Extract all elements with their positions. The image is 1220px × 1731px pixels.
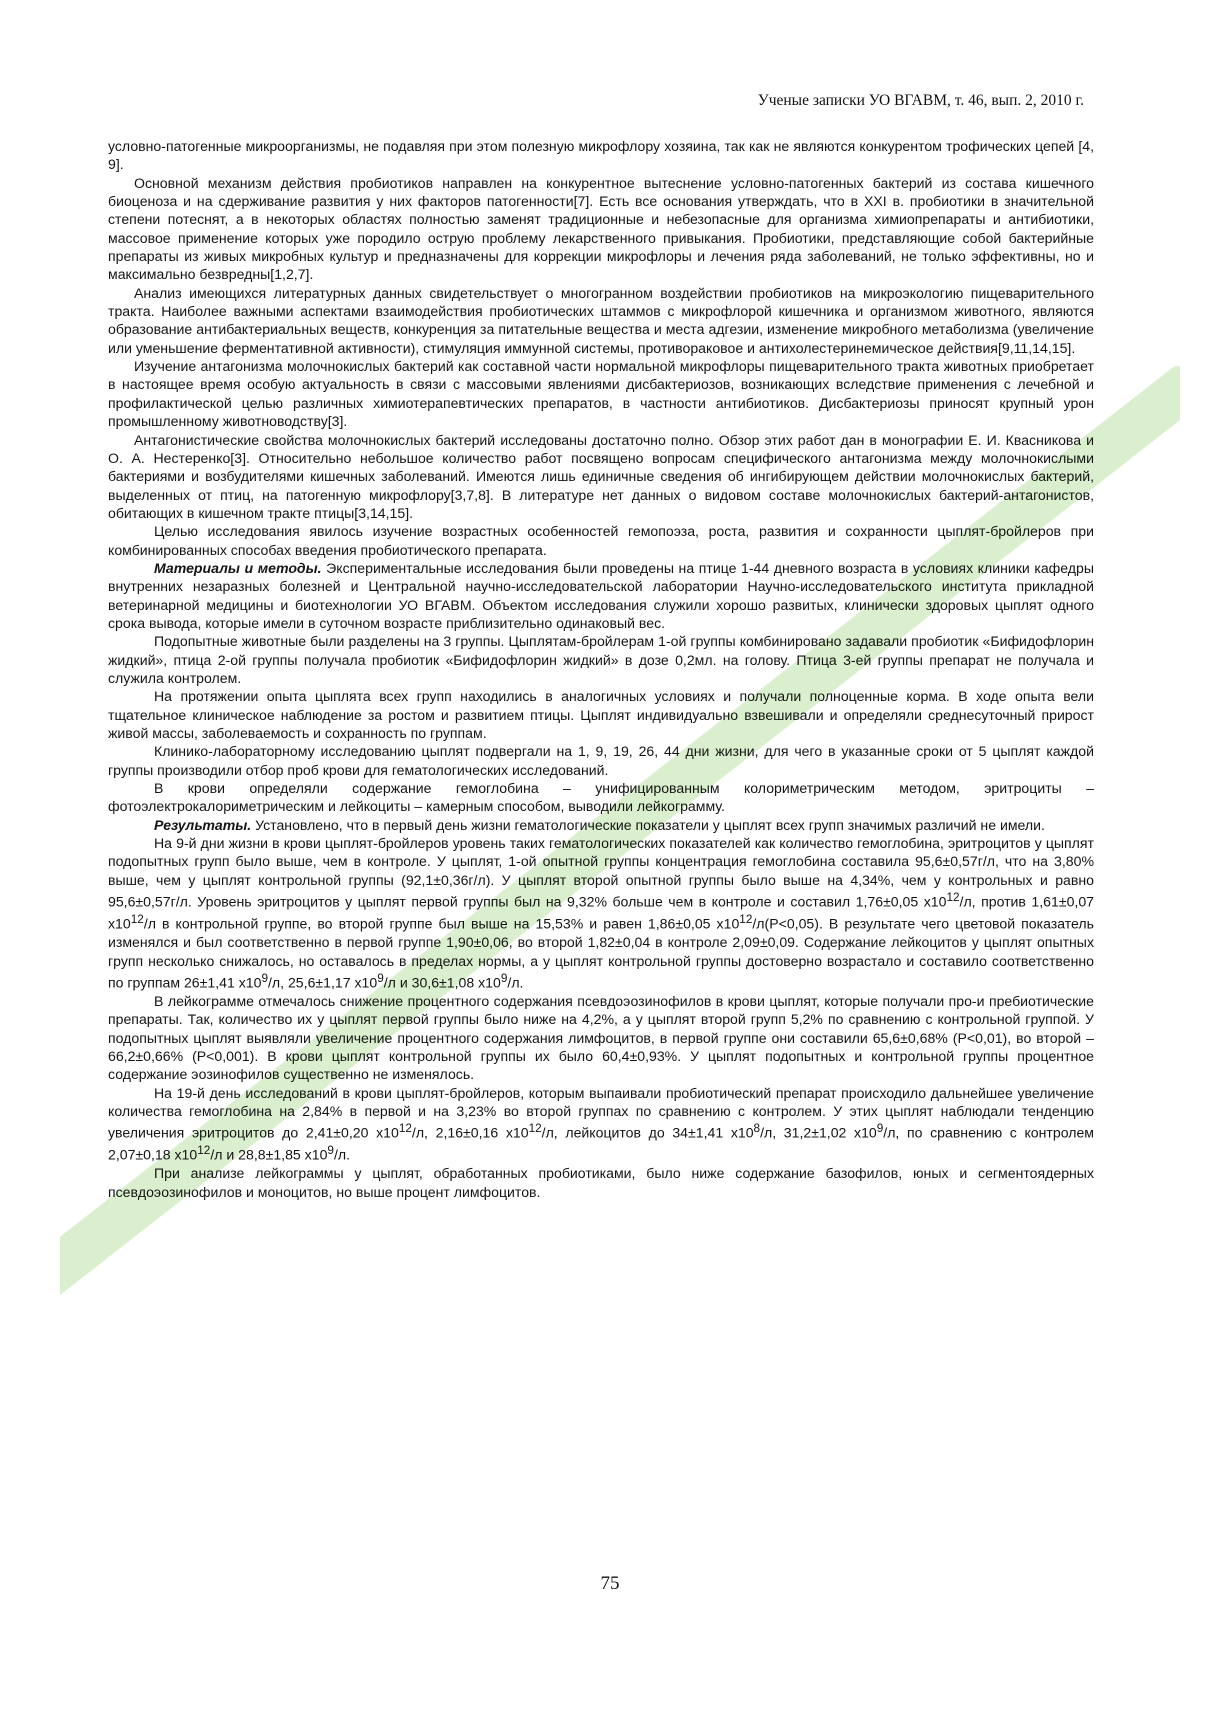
p15-part-e: /л, по сравнению с контролем 2,07±0,18 x10 [108,1124,1094,1163]
superscript: 9 [500,971,508,985]
p13-part-f: /л и 30,6±1,08 x10 [383,974,501,991]
superscript: 9 [377,971,384,985]
superscript: 9 [327,1144,334,1158]
p15-part-c: /л, лейкоцитов до 34±1,41 x10 [541,1124,754,1141]
paragraph-7 [108,559,1094,632]
p13-part-e: /л, 25,6±1,17 x10 [268,974,378,991]
p13-part-a: На 9-й дни жизни в крови цыплят-бройлеров уровень таких гематологических показателей как количество гемоглобина, эритроцитов у цыплят подопытных групп было выше, чем в контроле. У цыплят, 1-ой опытной группы концентрация гемоглобина составила 95,6±0,57г/л, что на 3,80% выше, чем у цыплят контрольной группы (92,1±0,36г/л). У цыплят второй опытной группы было выше на 4,34%, чем у контрольных и равно 95,6±0,57г/л. Уровень эритроцитов у цыплят первой группы был на 9,32% больше чем в контроле и составил 1,76±0,05 x10 [108,835,1094,910]
paragraph-3: Анализ имеющихся литературных данных свидетельствует о многогранном воздействии пробиотиков на микроэкологию пищеварительного тракта. Наиболее важными аспектами взаимодействия пробиотических штаммов с микрофлорой кишечника и организмом животного, являются образование антибактериальных веществ, конкуренция за питательные вещества и места адгезии, изменение микробного метаболизма (увеличение или уменьшение ферментативной активности), стимуляция иммунной системы, противораковое и антихолестеринемическое действия[9,11,14,15]. [108,284,1094,356]
superscript: 8 [753,1122,761,1136]
paragraph-6: Целью исследования явилось изучение возрастных особенностей гемопоэза, роста, развития и сохранности цыплят-бройлеров при комбинированных способах введения пробиотического препарата. [108,523,1094,558]
p15-part-f: /л и 28,8±1,85 x10 [210,1147,328,1163]
superscript: 9 [261,971,268,985]
paragraph-2: Основной механизм действия пробиотиков направлен на конкурентное вытеснение условно-патогенных бактерий из состава кишечного биоценоза и на сдерживание развития у них факторов патогенности[7]. Есть все основания утверждать, что в XXI в. пробиотики в значительной степени потеснят, а в некоторых областях полностью заменят традиционные и небезопасные для организма химиопрепараты и антибиотики, массовое применение которых уже породило острую проблему лекарственного привыкания. Пробиотики, представляющие собой бактерийные препараты из живых микробных культур и предназначены для коррекции микрофлоры и лечения ряда заболеваний, не только эффективны, но и максимально безвредны[1,2,7]. [108,174,1094,283]
superscript: 12 [528,1122,542,1136]
p15-part-b: /л, 2,16±0,16 x10 [411,1124,529,1141]
p13-part-g: /л. [507,974,524,991]
superscript: 12 [946,891,960,905]
paragraph-13 [108,834,1094,992]
section-lead-materials: Материалы и методы. [154,559,322,576]
p13-part-b: /л, против 1,61±0,07 x10 [108,893,1095,932]
p13-part-c: /л в контрольной группе, во второй группе был выше на 15,53% и равен 1,86±0,05 x10 [143,915,740,932]
running-head: Ученые записки УО ВГАВМ, т. 46, вып. 2, 2010 г. [757,92,1084,109]
superscript: 12 [398,1122,412,1136]
superscript: 9 [876,1122,884,1136]
paragraph-5: Антагонистические свойства молочнокислых бактерий исследованы достаточно полно. Обзор этих работ дан в монографии Е. И. Квасникова и О. А. Нестеренко[3]. Относительно небольшое количество работ посвящено вопросам специфического антагонизма между молочнокислыми бактериями и возбудителями кишечных заболеваний. Имеются лишь единичные сведения об ингибирующем действии молочнокислых бактерий, выделенных от птиц, на патогенную микрофлору[3,7,8]. В литературе нет данных о видовом составе молочнокислых бактерий-антагонистов, обитающих в кишечном тракте птицы[3,14,15]. [108,431,1094,521]
paragraph-10: Клинико-лабораторному исследованию цыплят подвергали на 1, 9, 19, 26, 44 дни жизни, для чего в указанные сроки от 5 цыплят каждой группы производили отбор проб крови для гематологических исследований. [108,743,1094,778]
p15-part-a: На 19-й день исследований в крови цыплят-бройлеров, которым выпаивали пробиотический препарат происходило дальнейшее увеличение количества гемоглобина на 2,84% в первой и на 3,23% во второй группах по сравнению с контролем. У этих цыплят наблюдали тенденцию увеличения эритроцитов до 2,41±0,20 x10 [108,1084,1094,1141]
paragraph-7-text: Экспериментальные исследования были проведены на птице 1-44 дневного возраста в условиях клиники кафедры внутренних незаразных болезней и Центральной научно-исследовательской лаборатории Научно-исследовательского института прикладной ветеринарной медицины и биотехнологии УО ВГАВМ. Объектом исследования служили хорошо развитых, клинически здоровых цыплят одного срока вывода, которые имели в суточном возрасте приблизительно одинаковый вес. [108,559,1094,631]
paragraph-15 [108,1084,1094,1165]
superscript: 12 [130,913,144,927]
superscript: 12 [197,1144,211,1158]
paragraph-8: Подопытные животные были разделены на 3 группы. Цыплятам-бройлерам 1-ой группы комбинировано задавали пробиотик «Бифидофлорин жидкий», птица 2-ой группы получала пробиотик «Бифидофлорин жидкий» в дозе 0,2мл. на голову. Птица 3-ей группы препарат не получала и служила контролем. [108,633,1094,686]
section-lead-results: Результаты. [154,816,252,833]
paragraph-4: Изучение антагонизма молочнокислых бактерий как составной части нормальной микрофлоры пищеварительного тракта животных приобретает в настоящее время особую актуальность в связи с массовыми явлениями дисбактериозов, возникающих вследствие применения с лечебной и профилактической целью различных химиотерапевтических препаратов, в частности антибиотиков. Дисбактериозы приносят крупный урон промышленному животноводству[3]. [108,358,1094,430]
p15-part-g: /л. [333,1147,351,1163]
p15-part-d: /л, 31,2±1,02 x10 [760,1124,877,1141]
paragraph-1: условно-патогенные микроорганизмы, не подавляя при этом полезную микрофлору хозяина, так как не являются конкурентом трофических цепей [4, 9]. [108,138,1094,173]
article-body [108,137,1094,1201]
p13-part-d: /л(P<0,05). В результате чего цветовой показатель изменялся и был соответственно в первой группе 1,90±0,06, во второй 1,82±0,04 в контроле 2,09±0,09. Содержание лейкоцитов у цыплят опытных групп несколько снижалось, но оставалось в пределах нормы, а у цыплят контрольной группы достоверно возрастало и составило соответственно по группам 26±1,41 x10 [108,915,1094,991]
paragraph-12 [108,816,1094,834]
paragraph-16: При анализе лейкограммы у цыплят, обработанных пробиотиками, было ниже содержание базофилов, юных и сегментоядерных псевдоэозинофилов и моноцитов, но выше процент лимфоцитов. [108,1165,1094,1200]
page-number: 75 [600,1573,620,1594]
superscript: 12 [739,913,753,927]
paragraph-11: В крови определяли содержание гемоглобина – унифицированным колориметрическим методом, эритроциты – фотоэлектрокалориметрическим и лейкоциты – камерным способом, выводили лейкограмму. [108,780,1094,815]
paragraph-14: В лейкограмме отмечалось снижение процентного содержания псевдоэозинофилов в крови цыплят, которые получали про-и пребиотические препараты. Так, количество их у цыплят первой группы было ниже на 4,2%, а у цыплят второй групп 5,2% по сравнению с контрольной группой. У подопытных цыплят выявляли увеличение процентного содержания лимфоцитов, в первой группе они составили 65,6±0,68% (P<0,01), во второй – 66,2±0,66% (P<0,001). В крови цыплят контрольной группы их было 60,4±0,93%. У цыплят подопытных и контрольной группы процентное содержание эозинофилов существенно не изменялось. [108,992,1094,1083]
paragraph-12-text: Установлено, что в первый день жизни гематологические показатели у цыплят всех групп значимых различий не имели. [251,816,1045,833]
paragraph-9: На протяжении опыта цыплята всех групп находились в аналогичных условиях и получали полноценные корма. В ходе опыта вели тщательное клиническое наблюдение за ростом и развитием птицы. Цыплят индивидуально взвешивали и определяли среднесуточный прирост живой массы, заболеваемость и сохранность по группам. [108,688,1094,741]
